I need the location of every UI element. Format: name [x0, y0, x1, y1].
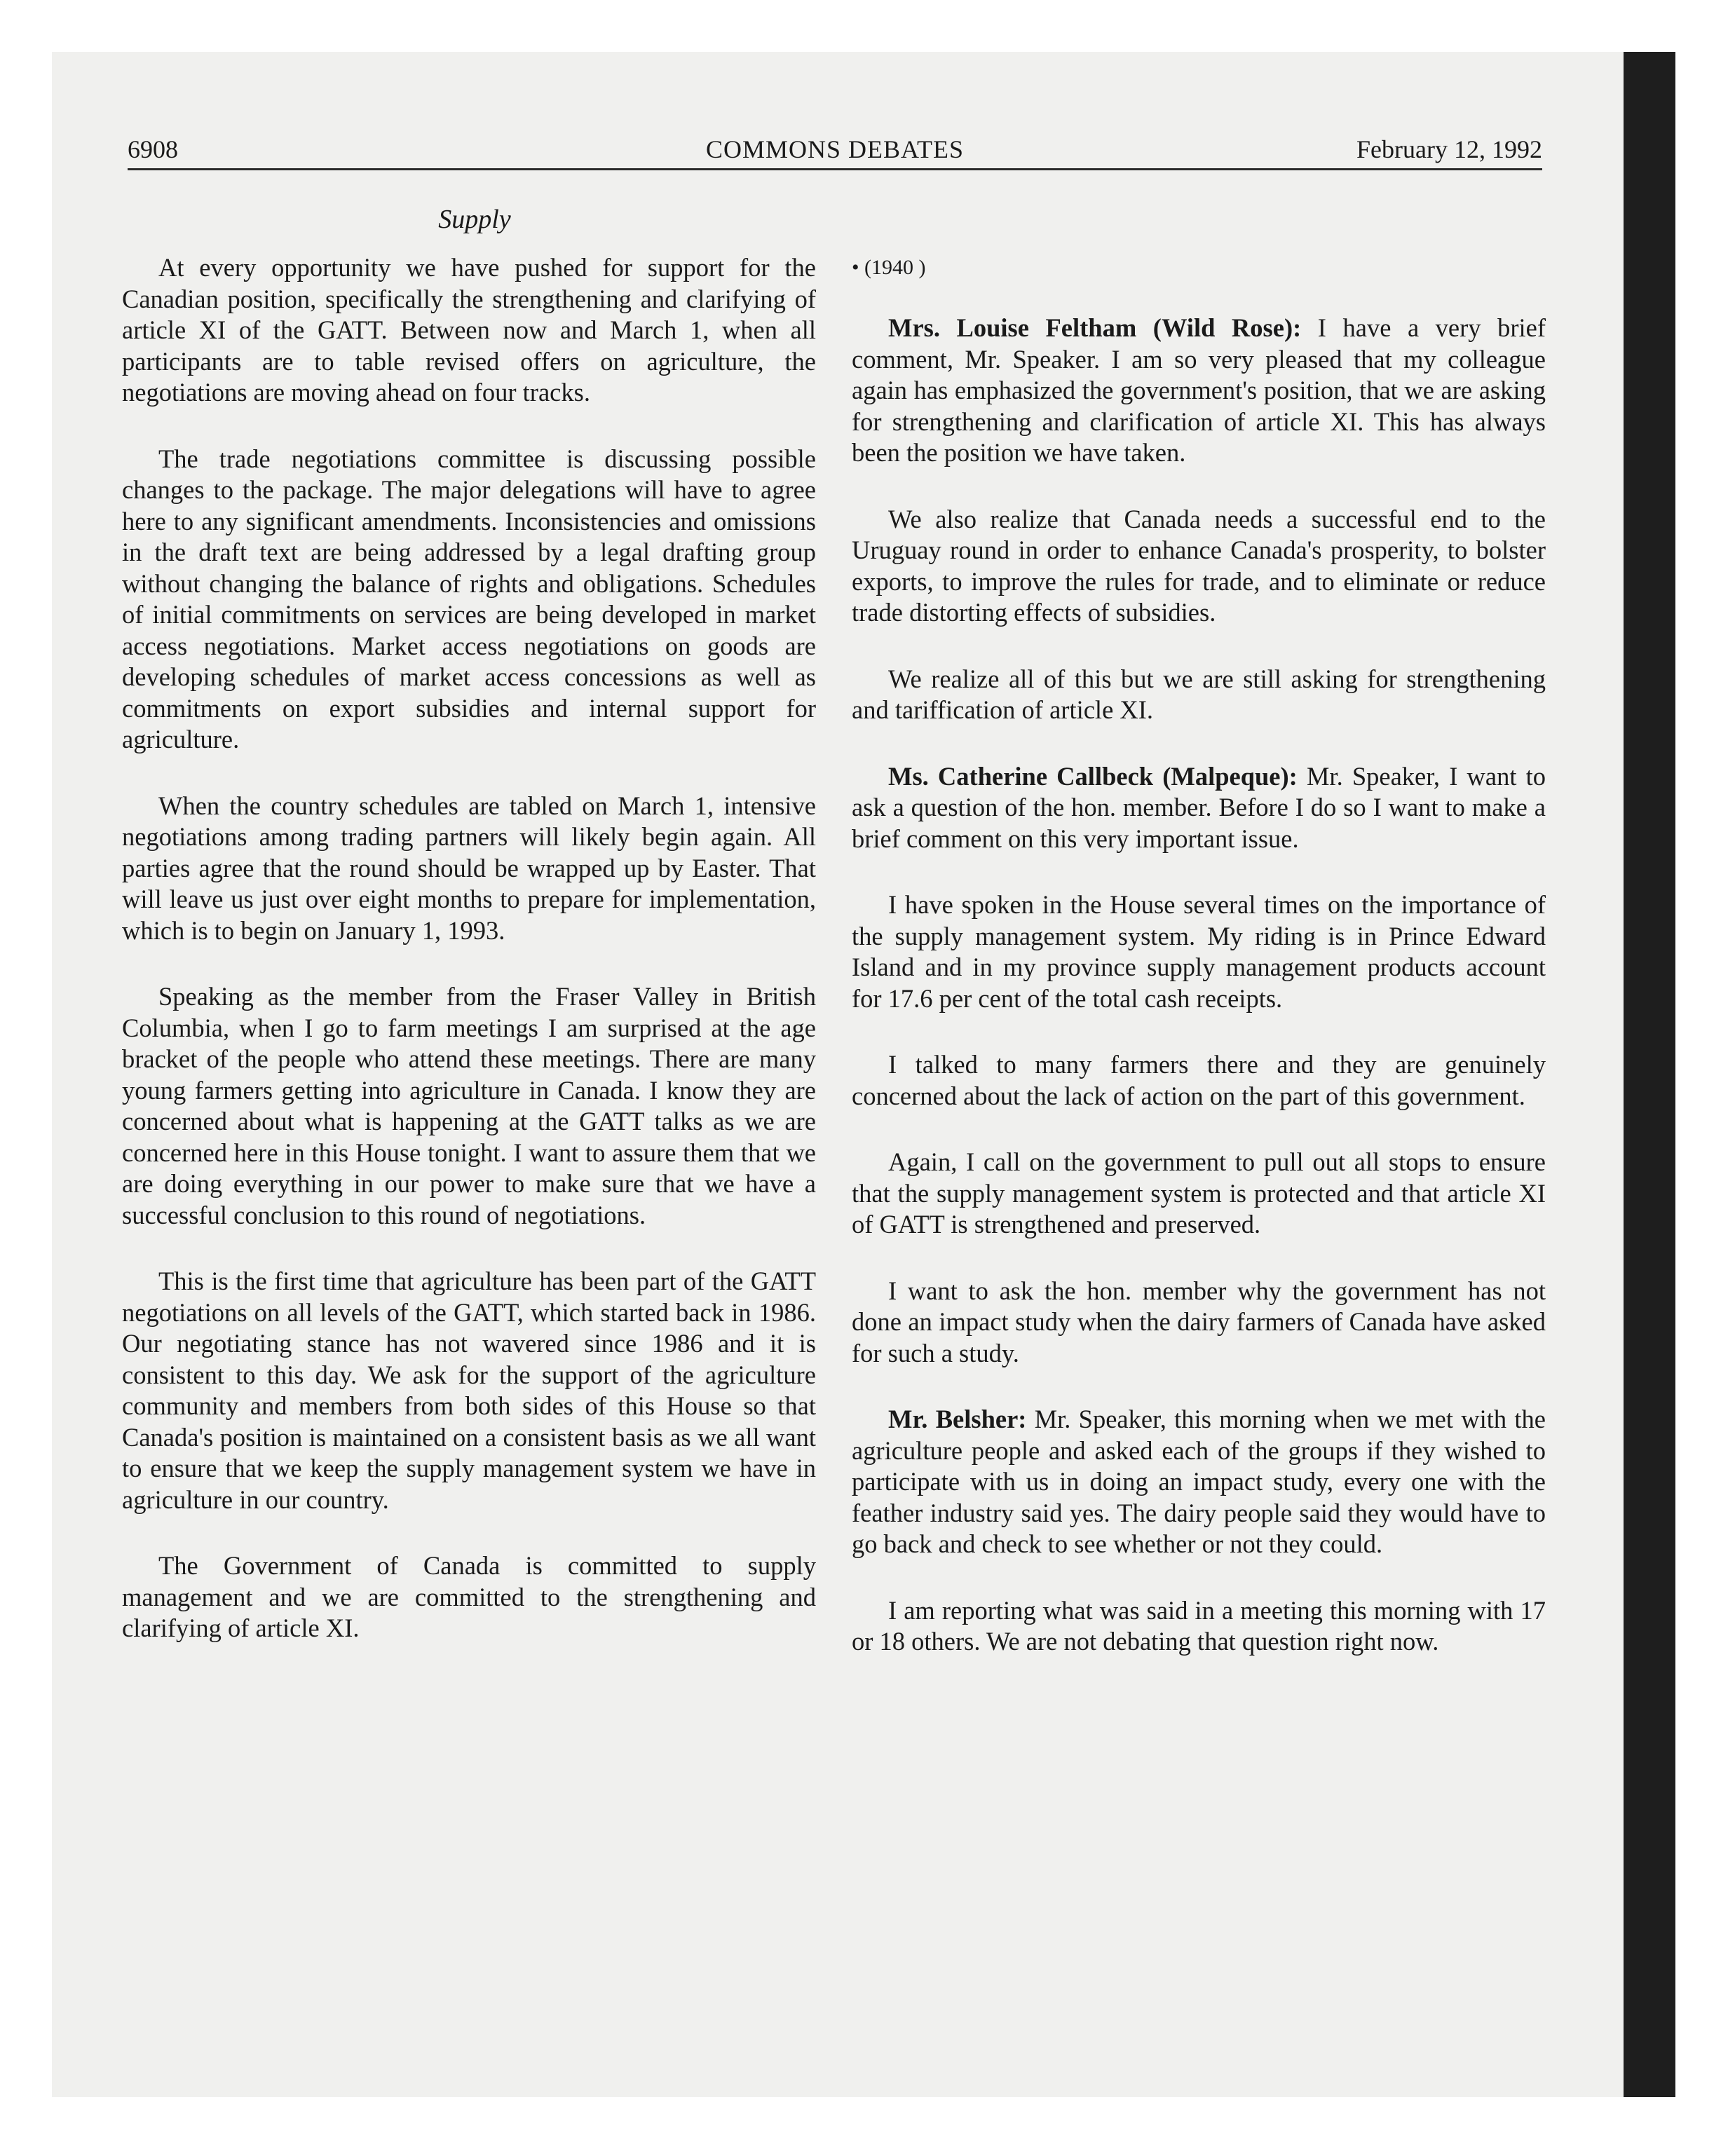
time-marker: • (1940 ) — [852, 256, 926, 279]
speech-callbeck — [852, 761, 1546, 855]
speech-text: I have a very brief comment, Mr. Speaker. I am so very pleased that my colleague again has emphasized the government's position, that we are asking for strengthening and clarification of article XI. This has always been the position we have taken. — [852, 313, 1546, 467]
paragraph: The Government of Canada is committed to supply management and we are committed to the strengthening and clarifying of article XI. — [122, 1551, 816, 1642]
section-title: Supply — [438, 205, 511, 234]
paragraph: We realize all of this but we are still asking for strengthening and tariffication of article XI. — [852, 664, 1546, 724]
right-column — [852, 252, 1546, 1693]
scan-edge-shadow — [1624, 52, 1675, 2097]
paragraph: Again, I call on the government to pull out all stops to ensure that the supply management system is protected and that article XI of GATT is strengthened and preserved. — [852, 1147, 1546, 1239]
speaker-name: Mr. Belsher: — [888, 1405, 1027, 1433]
paragraph: When the country schedules are tabled on March 1, intensive negotiations among trading partners will likely begin again. All parties agree that the round should be wrapped up by Easter. That will leave us just over eight months to prepare for implementation, which is to begin on January 1, 1993. — [122, 791, 816, 945]
paragraph: At every opportunity we have pushed for support for the Canadian position, specifically the strengthening and clarifying of article XI of the GATT. Between now and March 1, when all participants are to table revised offers on agriculture, the negotiations are moving ahead on four tracks. — [122, 253, 816, 407]
running-header — [128, 133, 1542, 165]
left-column — [122, 252, 816, 1679]
paragraph: I have spoken in the House several times on the importance of the supply management system. My riding is in Prince Edward Island and in my province supply management products account for 17.6 per cent of the total cash receipts. — [852, 890, 1546, 1013]
speaker-name: Ms. Catherine Callbeck (Malpeque): — [888, 761, 1298, 791]
speech-text: Mr. Speaker, this morning when we met with the agriculture people and asked each of the groups if they wished to participate with us in doing an impact study, every one with the feather industry said yes. The dairy people said they would have to go back and check to see whether or not they could. — [852, 1405, 1546, 1558]
speaker-name: Mrs. Louise Feltham (Wild Rose): — [888, 313, 1302, 342]
paragraph: I talked to many farmers there and they are genuinely concerned about the lack of action on the part of this government. — [852, 1050, 1546, 1110]
paragraph: I want to ask the hon. member why the government has not done an impact study when the dairy farmers of Canada have asked for such a study. — [852, 1276, 1546, 1367]
header-date: February 12, 1992 — [1356, 135, 1542, 163]
speech-text: Mr. Speaker, I want to ask a question of the hon. member. Before I do so I want to make a brief comment on this very important issue. — [852, 761, 1546, 853]
paragraph: Speaking as the member from the Fraser Valley in British Columbia, when I go to farm meetings I am surprised at the age bracket of the people who attend these meetings. There are many young farmers getting into agriculture in Canada. I know they are concerned about what is happening at the GATT talks as we are concerned here in this House tonight. I want to assure them that we are doing everything in our power to make sure that we have a successful conclusion to this round of negotiations. — [122, 982, 816, 1229]
page-number: 6908 — [128, 135, 178, 163]
paragraph: This is the first time that agriculture has been part of the GATT negotiations on all levels of the GATT, which started back in 1986. Our negotiating stance has not wavered since 1986 and it is consistent to this day. We ask for the support of the agriculture community and members from both sides of this House so that Canada's position is maintained on a consistent basis as we all want to ensure that we keep the supply management system we have in agriculture in our country. — [122, 1267, 816, 1514]
speech-feltham — [852, 313, 1546, 469]
paragraph: I am reporting what was said in a meeting this morning with 17 or 18 others. We are not debating that question right now. — [852, 1595, 1546, 1656]
speech-belsher — [852, 1404, 1546, 1560]
paragraph: We also realize that Canada needs a successful end to the Uruguay round in order to enhance Canada's prosperity, to bolster exports, to improve the rules for trade, and to eliminate or reduce trade distorting effects of subsidies. — [852, 504, 1546, 627]
header-rule — [128, 168, 1542, 170]
journal-title: COMMONS DEBATES — [705, 135, 965, 163]
paragraph: The trade negotiations committee is discussing possible changes to the package. The major delegations will have to agree here to any significant amendments. Inconsistencies and omissions in the draft text are being addressed by a legal drafting group without changing the balance of rights and obligations. Schedules of initial commitments on services are being developed in market access negotiations. Market access negotiations on goods are developing schedules of market access concessions as well as commitments on export subsidies and internal support for agriculture. — [122, 444, 816, 753]
